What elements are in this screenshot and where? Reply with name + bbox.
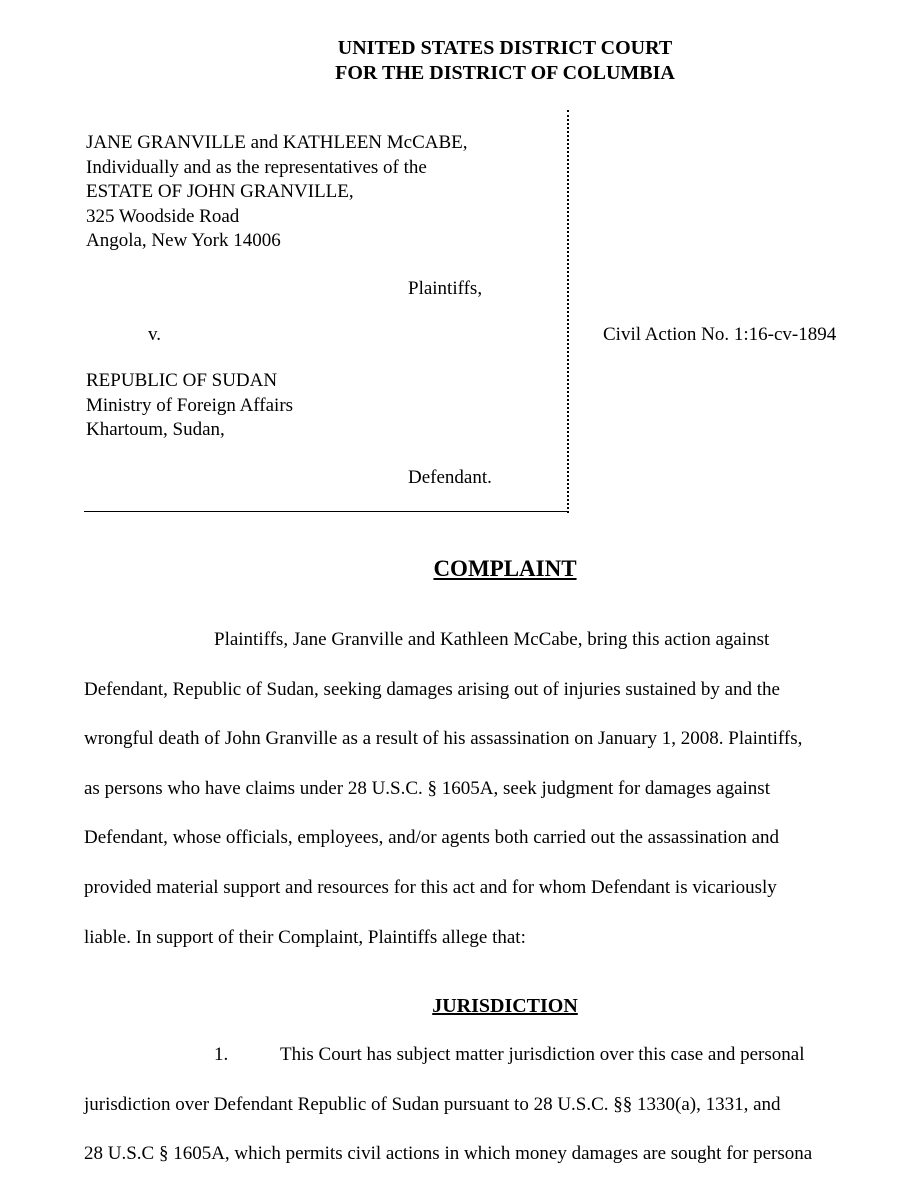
defendant-line: REPUBLIC OF SUDAN <box>86 370 278 391</box>
complaint-title: COMPLAINT <box>433 556 577 581</box>
plaintiffs-line: ESTATE OF JOHN GRANVILLE, <box>86 181 354 202</box>
intro-line: Defendant, whose officials, employees, and/or agents both carried out the assassination and <box>84 827 780 849</box>
court-district: FOR THE DISTRICT OF COLUMBIA <box>335 62 675 84</box>
defendant-line: Khartoum, Sudan, <box>86 419 225 440</box>
defendant-line: Ministry of Foreign Affairs <box>86 394 294 416</box>
court-header <box>0 36 909 86</box>
plaintiffs-line: Angola, New York 14006 <box>86 230 281 251</box>
intro-line: Defendant, Republic of Sudan, seeking damages arising out of injuries sustained by and the <box>84 678 780 700</box>
para1-line: This Court has subject matter jurisdiction over this case and personal <box>280 1044 805 1065</box>
plaintiffs-line: JANE GRANVILLE and KATHLEEN McCABE, <box>86 132 468 153</box>
intro-line: liable. In support of their Complaint, Plaintiffs allege that: <box>84 926 526 948</box>
versus-label: v. <box>148 324 162 345</box>
defendant-label: Defendant. <box>408 467 492 488</box>
intro-line: Plaintiffs, Jane Granville and Kathleen McCabe, bring this action against <box>214 629 770 650</box>
intro-line: wrongful death of John Granville as a result of his assassination on January 1, 2008. Plaintiffs, <box>84 728 803 750</box>
caption-dotted-divider <box>567 110 569 513</box>
complaint-intro-paragraph <box>84 615 909 962</box>
plaintiffs-block <box>86 131 468 254</box>
intro-line: as persons who have claims under 28 U.S.C. § 1605A, seek judgment for damages against <box>84 777 770 799</box>
plaintiffs-line: 325 Woodside Road <box>86 205 240 227</box>
civil-action-number: Civil Action No. 1:16-cv-1894 <box>603 324 837 345</box>
para1-first-line <box>84 1030 909 1080</box>
caption-bottom-rule <box>84 511 568 512</box>
paragraph-number: 1. <box>214 1044 229 1065</box>
plaintiffs-line: Individually and as the representatives of the <box>86 156 427 178</box>
intro-line: provided material support and resources for this act and for whom Defendant is vicariously <box>84 876 777 898</box>
para1-line: 28 U.S.C § 1605A, which permits civil actions in which money damages are sought for persona <box>84 1143 813 1165</box>
court-name: UNITED STATES DISTRICT COURT <box>337 37 673 59</box>
plaintiffs-label: Plaintiffs, <box>408 278 483 299</box>
defendant-block <box>86 369 293 443</box>
jurisdiction-paragraph-1 <box>84 1030 909 1179</box>
para1-line: jurisdiction over Defendant Republic of Sudan pursuant to 28 U.S.C. §§ 1330(a), 1331, and <box>84 1093 781 1115</box>
jurisdiction-title: JURISDICTION <box>432 995 578 1017</box>
